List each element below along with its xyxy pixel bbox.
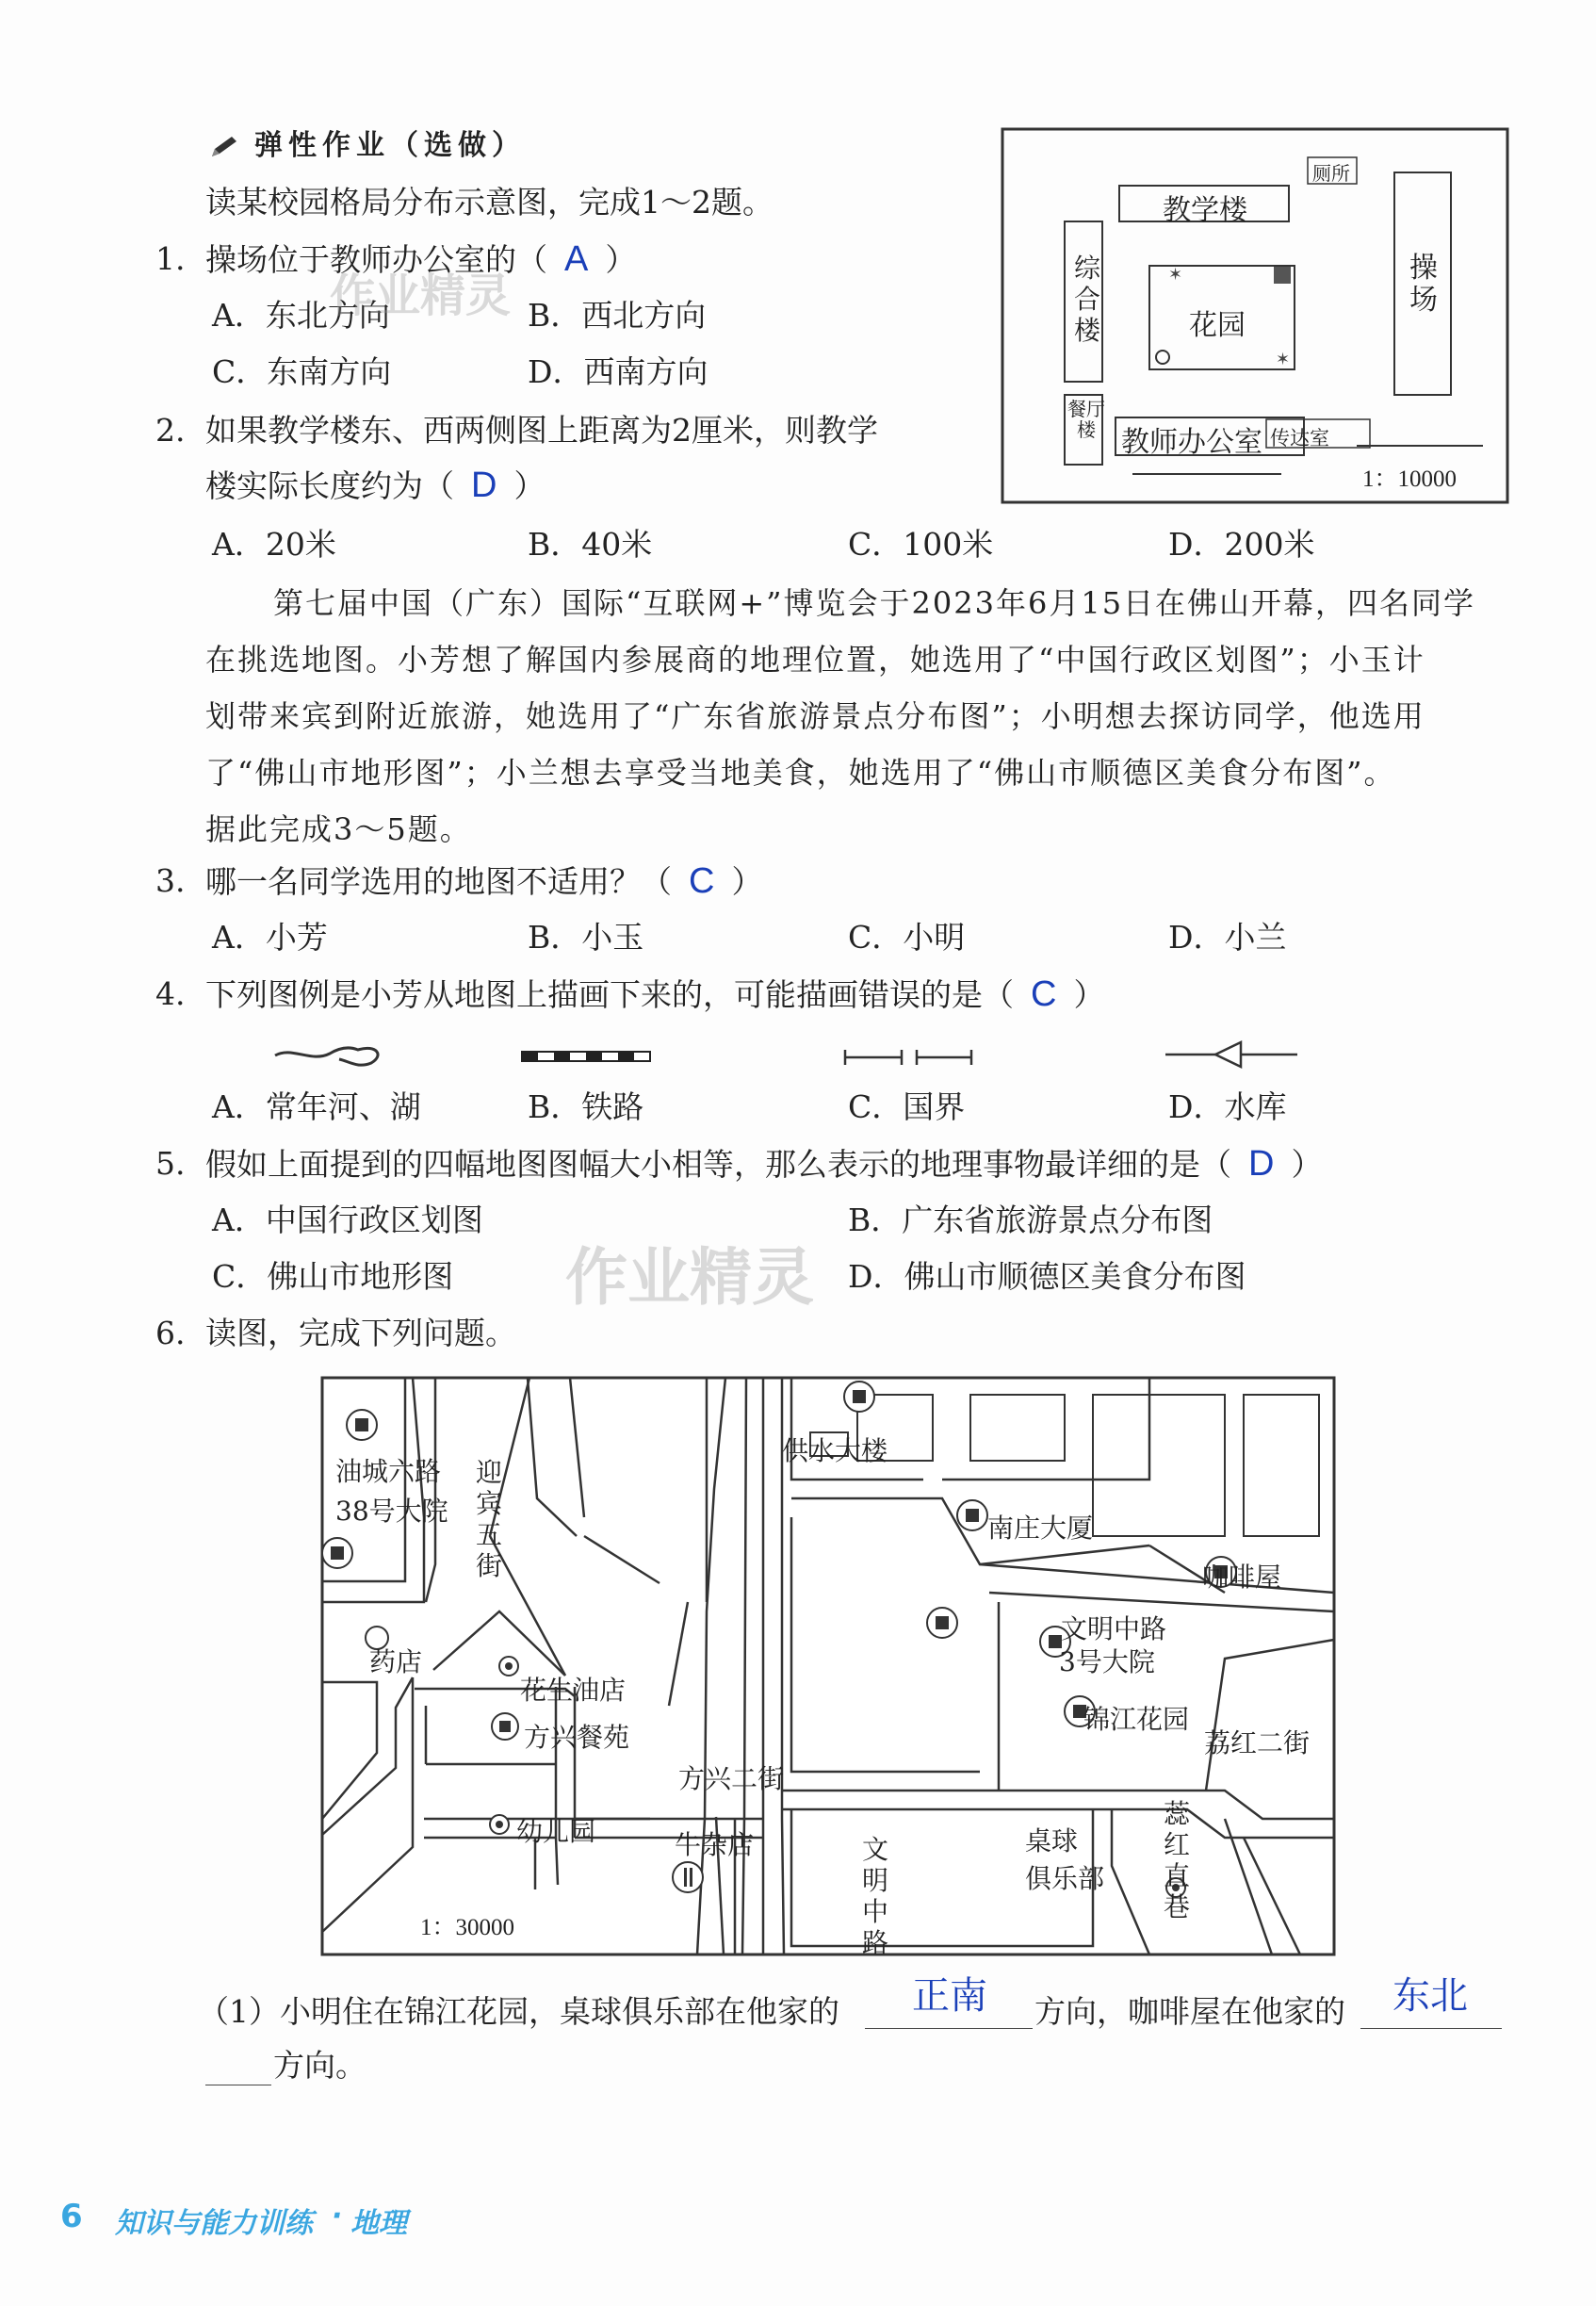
q1-option-a: A．东北方向: [212, 297, 390, 334]
q1-number: 1.: [155, 240, 186, 277]
passage-line: 第七届中国（广东）国际“互联网+”博览会于2023年6月15日在佛山开幕，四名同学: [273, 585, 1476, 621]
school-map-scale: 1：10000: [1362, 466, 1458, 492]
q6-1-prefix: （1）小明住在锦江花园，桌球俱乐部在他家的: [198, 1993, 839, 2030]
q4-option-c: C．国界: [848, 1088, 966, 1125]
q2-answer: D: [471, 466, 497, 505]
complex-building-label: 综合楼: [1073, 253, 1100, 346]
q5-stem: 假如上面提到的四幅地图图幅大小相等，那么表示的地理事物最详细的是（ D ）: [205, 1144, 1323, 1184]
q3-number: 3.: [155, 862, 186, 899]
playground-label: 操场: [1409, 252, 1438, 317]
garden-label: 花园: [1189, 309, 1246, 342]
q5-option-a: A．中国行政区划图: [212, 1202, 483, 1238]
q3-option-c: C．小明: [848, 919, 966, 956]
q4-number: 4.: [155, 975, 186, 1012]
watermark: 作业精灵: [330, 270, 512, 322]
national-border-symbol: [843, 1046, 975, 1069]
guard-room-label: 传达室: [1270, 427, 1329, 450]
city-label-youcheng: 油城六路: [335, 1456, 442, 1487]
q6-1-mid: 方向，咖啡屋在他家的: [1034, 1993, 1345, 2030]
passage-line: 划带来宾到附近旅游，她选用了“广东省旅游景点分布图”；小明想去探访同学，他选用: [205, 698, 1425, 734]
q5-option-c: C．佛山市地形图: [212, 1258, 454, 1295]
reservoir-symbol: [1164, 1039, 1300, 1071]
q6-1-blank-1: [865, 2028, 1033, 2029]
q4-stem: 下列图例是小芳从地图上描画下来的，可能描画错误的是（ C ）: [205, 974, 1105, 1014]
q2-option-b: B．40米: [528, 526, 653, 563]
city-label-wenming-middle-road: 文明中路: [861, 1834, 888, 1958]
q6-1-answer-1: 正南: [912, 1975, 987, 2017]
pencil-icon: [209, 134, 241, 160]
passage: [205, 575, 1506, 858]
footer-dot: ·: [332, 2200, 343, 2232]
city-label-beef-shop: 牛杂店: [675, 1829, 755, 1860]
q4-option-d: D．水库: [1168, 1088, 1287, 1125]
q5-number: 5.: [155, 1145, 186, 1182]
city-label-cafe: 咖啡屋: [1202, 1562, 1282, 1593]
q5-answer: D: [1248, 1144, 1275, 1184]
teaching-building-label: 教学楼: [1163, 194, 1247, 227]
q5-option-d: D．佛山市顺德区美食分布图: [848, 1258, 1246, 1295]
q3-option-a: A．小芳: [212, 919, 328, 956]
passage-line: 了“佛山市地形图”；小兰想去享受当地美食，她选用了“佛山市顺德区美食分布图”。: [205, 755, 1396, 791]
teacher-office-label: 教师办公室: [1121, 426, 1262, 459]
city-label-billiards: 桌球: [1025, 1825, 1079, 1856]
subject-label: 地理: [350, 2207, 407, 2240]
city-label-peanut-oil: 花生油店: [520, 1675, 627, 1706]
watermark: 作业精灵: [565, 1241, 814, 1314]
q2-line2: 楼实际长度约为（ D ）: [205, 466, 546, 505]
q3-option-d: D．小兰: [1168, 919, 1287, 956]
q6-1-answer-2: 东北: [1392, 1975, 1468, 2017]
city-label-38-yard: 38号大院: [335, 1496, 448, 1527]
city-label-fangxing-restaurant: 方兴餐苑: [524, 1722, 630, 1753]
city-map-scale: 1：30000: [420, 1915, 515, 1940]
q6-stem: 读图，完成下列问题。: [205, 1315, 516, 1351]
city-label-ruihong-lane: 蕊红直巷: [1163, 1798, 1190, 1922]
q4-option-a: A．常年河、湖: [212, 1088, 421, 1125]
city-label-3-yard: 3号大院: [1059, 1646, 1155, 1677]
q5-option-b: B．广东省旅游景点分布图: [848, 1202, 1213, 1238]
city-label-wenming-road: 文明中路: [1061, 1613, 1167, 1644]
canteen-label: 餐厅楼: [1067, 398, 1105, 441]
q2-line1: 如果教学楼东、西两侧图上距离为2厘米，则教学: [205, 412, 878, 449]
city-label-jinjiang-garden: 锦江花园: [1083, 1704, 1190, 1735]
city-label-lihong-2nd-street: 荔红二街: [1204, 1727, 1311, 1758]
q6-1-suffix: 方向。: [273, 2047, 366, 2084]
q3-stem: 哪一名同学选用的地图不适用？（ C ）: [205, 861, 763, 901]
q2-number: 2.: [155, 412, 186, 449]
city-label-water-building: 供水大楼: [782, 1435, 888, 1466]
q3-option-b: B．小玉: [528, 919, 644, 956]
q4-answer: C: [1031, 974, 1057, 1014]
section-title: 弹性作业（选做）: [254, 129, 526, 162]
passage-line: 据此完成3～5题。: [205, 811, 472, 847]
q3-answer: C: [689, 861, 715, 901]
q1-answer: A: [564, 239, 589, 279]
q6-1-blank-2: [1360, 2028, 1502, 2029]
river-lake-symbol: [273, 1039, 386, 1072]
city-label-club: 俱乐部: [1025, 1863, 1105, 1894]
q2-option-a: A．20米: [212, 526, 336, 563]
q4-option-b: B．铁路: [528, 1088, 644, 1125]
q1-stem: 操场位于教师办公室的（ A ）: [205, 239, 637, 279]
toilet-label: 厕所: [1312, 162, 1350, 185]
svg-text:✶: ✶: [1276, 350, 1291, 369]
city-label-yingbin-5th-street: 迎宾五街: [475, 1457, 502, 1581]
q1-option-d: D．西南方向: [528, 353, 708, 390]
q1-option-b: B．西北方向: [528, 297, 707, 334]
q1-option-c: C．东南方向: [212, 353, 392, 390]
section-intro: 读某校园格局分布示意图，完成1～2题。: [205, 184, 774, 221]
page-number: 6: [60, 2198, 83, 2235]
city-label-nanzhuang: 南庄大厦: [987, 1513, 1094, 1544]
q6-number: 6.: [155, 1315, 186, 1351]
q2-option-d: D．200米: [1168, 526, 1315, 563]
railway-symbol: [520, 1048, 654, 1065]
book-title: 知识与能力训练: [115, 2207, 313, 2240]
passage-line: 在挑选地图。小芳想了解国内参展商的地理位置，她选用了“中国行政区划图”；小玉计: [205, 642, 1425, 678]
city-label-fangxing-2nd-street: 方兴二街: [678, 1763, 785, 1794]
q2-option-c: C．100米: [848, 526, 994, 563]
city-label-pharmacy: 药店: [369, 1646, 423, 1677]
svg-text:✶: ✶: [1168, 265, 1183, 285]
city-label-kindergarten: 幼儿园: [516, 1816, 596, 1847]
